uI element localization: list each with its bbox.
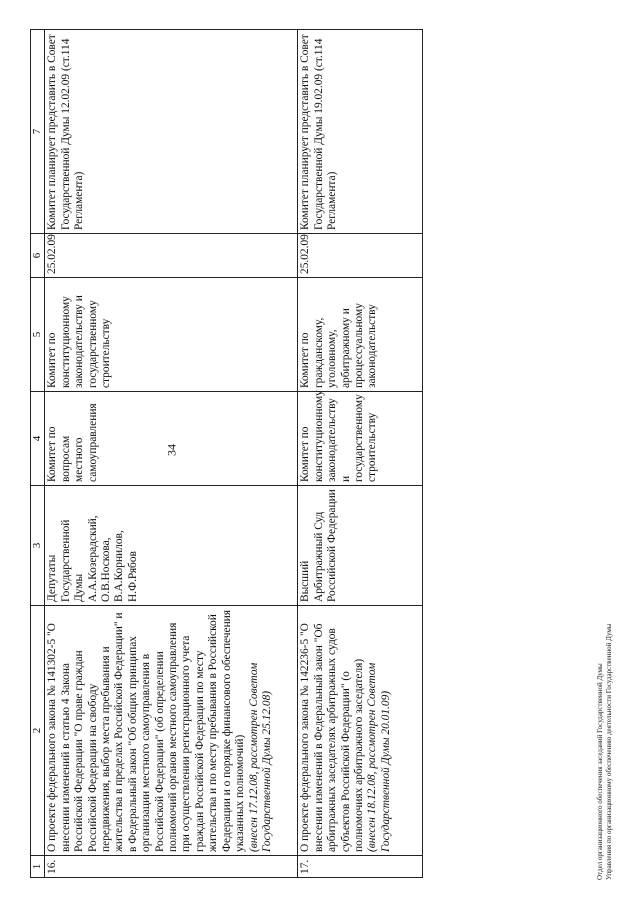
legislation-table bbox=[30, 29, 423, 878]
bill-description-cell bbox=[298, 606, 423, 856]
footer bbox=[596, 360, 614, 880]
table-row bbox=[298, 30, 423, 878]
plan: Комитет планирует представить в Совет Государственной Думы 19.02.09 (ст.114 Регламента) bbox=[298, 30, 423, 234]
col-header: 6 bbox=[31, 234, 45, 278]
bill-description: О проекте федерального закона № 141302-5 "О внесении изменений в статью 4 Закона Российской Федерации "О праве граждан Российской Федерации на свободу передвижения, выбор места пребывания и жительства в пределах Российской Федерации" и в Федеральный закон "Об общих принципах организации местного самоуправления в Российской Федерации" (об определении полномочий органов местного самоуправления при осуществлении регистрационного учета граждан Российской Федерации по месту жительства и по месту пребывания в Российской Федерации и о порядке финансового обеспечения указанных полномочий) bbox=[46, 609, 247, 852]
page-number: 34 bbox=[164, 444, 179, 456]
footer-line: Отдел организационного обеспечения заседаний Государственной Думы bbox=[596, 663, 604, 880]
plan: Комитет планирует представить в Совет Государственной Думы 12.02.09 (ст.114 Регламента) bbox=[45, 30, 298, 234]
col-header: 1 bbox=[31, 856, 45, 878]
row-number: 16. bbox=[45, 856, 298, 878]
bill-note: (внесен 17.12.08, рассмотрен Советом Государственной Думы 25.12.08) bbox=[247, 662, 273, 852]
table-row bbox=[45, 30, 298, 878]
bill-description-cell bbox=[45, 606, 298, 856]
co-committee: Комитет по гражданскому, уголовному, арбитражному и процессуальному законодательству bbox=[298, 278, 423, 392]
responsible-committee: Комитет по вопросам местного самоуправления bbox=[45, 392, 298, 486]
bill-note: (внесен 18.12.08, рассмотрен Советом Государственной Думы 20.01.09) bbox=[366, 662, 392, 852]
footer-line: Управления по организационному обеспечению деятельности Государственной Думы bbox=[605, 623, 613, 880]
initiator: Депутаты Государственной Думы А.А.Козерадский, О.В.Носкова, В.А.Корнилов, Н.Ф.Рябов bbox=[45, 486, 298, 606]
col-header: 2 bbox=[31, 606, 45, 856]
date: 25.02.09 bbox=[298, 234, 423, 278]
col-header: 3 bbox=[31, 486, 45, 606]
bill-description: О проекте федерального закона № 142236-5 "О внесении изменений в Федеральный закон "Об арбитражных заседателях арбитражных судов субъектов Российской Федерации" (о полномочиях арбитражного заседателя) bbox=[299, 623, 366, 852]
co-committee: Комитет по конституционному законодательству и государственному строительству bbox=[45, 278, 298, 392]
col-header: 4 bbox=[31, 392, 45, 486]
col-header: 5 bbox=[31, 278, 45, 392]
header-row bbox=[31, 30, 45, 878]
initiator: Высший Арбитражный Суд Российской Федерации bbox=[298, 486, 423, 606]
date: 25.02.09 bbox=[45, 234, 298, 278]
legislation-table-wrapper bbox=[30, 30, 424, 878]
responsible-committee: Комитет по конституционному законодательству и государственному строительству bbox=[298, 392, 423, 486]
col-header: 7 bbox=[31, 30, 45, 234]
row-number: 17. bbox=[298, 856, 423, 878]
